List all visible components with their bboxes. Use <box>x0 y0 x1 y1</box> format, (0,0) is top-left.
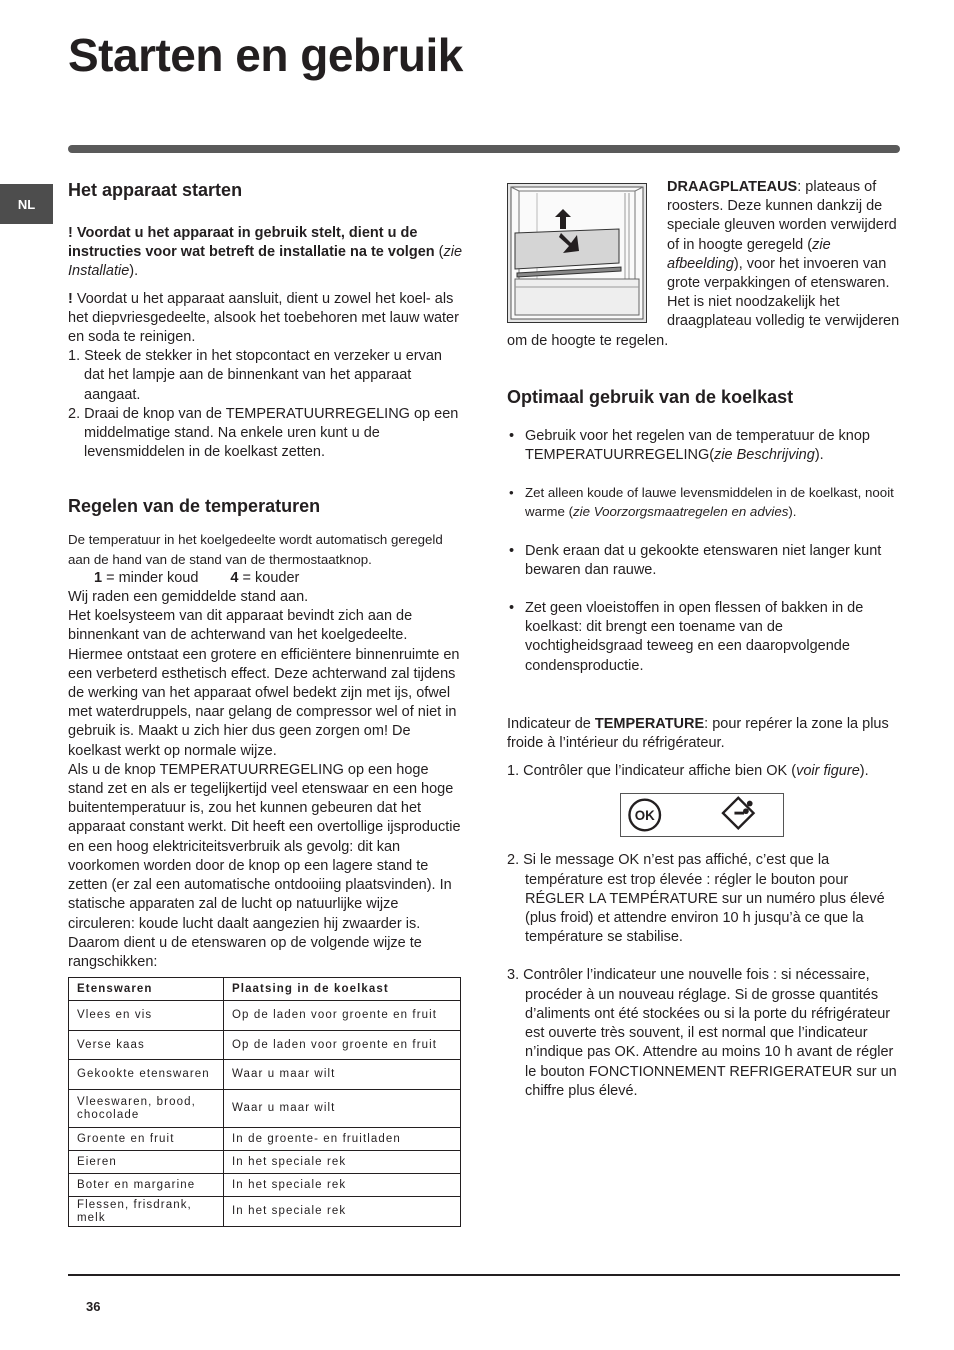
column-header: Etenswaren <box>69 978 224 1001</box>
shelf-illustration <box>507 183 647 323</box>
table-row: Vleeswaren, brood, chocolade Waar u maar wilt <box>69 1090 461 1128</box>
shelves-text: DRAAGPLATEAUS: plateaus of roosters. Deze kunnen dankzij de speciale gleuven worden verwijderd of in hoogte geregeld (zie afbeelding), voor het invoeren van grote verpakkingen of etenswaren. Het is niet noodzakelijk het draagplateau volledig te verwijderen om de hoogte te regelen. <box>507 179 900 349</box>
heading-optimal-use: Optimaal gebruik van de koelkast <box>507 386 794 407</box>
storage-table <box>68 977 461 1227</box>
table-row: Boter en margarine In het speciale rek <box>69 1174 461 1197</box>
table-row: Flessen, frisdrank, melk In het speciale rek <box>69 1197 461 1227</box>
ok-label: OK <box>634 808 655 824</box>
indicator-step-3: 3. Contrôler l’indicateur une nouvelle fois : si nécessaire, procéder à un nouveau réglage. Si de grosse quantités d’aliments ont été stockées ou si la porte du réfrigérateur est ouverte très souvent, il est normal que l’indicateur n’indique pas OK. Attendre au moins 10 h avant de régler le bouton FONCTIONNEMENT REFRIGERATEUR sur un chiffre plus élevé. <box>507 967 897 1099</box>
start-steps <box>68 347 463 462</box>
temp-intro: De temperatuur in het koelgedeelte wordt automatisch geregeld aan de hand van de stand van de thermostaatknop. <box>68 532 443 567</box>
list-item: • Denk eraan dat u gekookte etenswaren niet langer kunt bewaren dan rauwe. <box>507 542 900 580</box>
indicator-step-2: 2. Si le message OK n’est pas affiché, c’est que la température est trop élevée : régler le bouton pour RÉGLER LA TEMPÉRATURE sur un numéro plus élevé (plus froid) et attendre environ 10 h jusqu’à ce que la température se stabilise. <box>507 852 885 946</box>
header-rule <box>68 145 900 153</box>
heading-temperature: Regelen van de temperaturen <box>68 496 321 517</box>
footer-rule <box>68 1274 900 1276</box>
heading-starten: Het apparaat starten <box>68 180 243 200</box>
cooling-body: Het koelsysteem van dit apparaat bevindt zich aan de binnenkant van de achterwand van het koelgedeelte. Hiermee ontstaat een grotere en efficiëntere binnenruimte en een verbeterd esthetisch effect. Deze achterwand zal tijdens de werking van het apparaat ofwel bedekt zijn met ijs, ofwel met waterdruppels, naar gelang de compressor wel of niet in gebruik is. Maakt u zich hier dus geen zorgen om! De koelkast werkt op normale wijze. <box>68 608 460 759</box>
table-row: Vlees en vis Op de laden voor groente en fruit <box>69 1001 461 1031</box>
left-column <box>68 178 463 1227</box>
list-item: 1. Steek de stekker in het stopcontact en verzeker u ervan dat het lampje aan de binnenkant van het apparaat aangaat. <box>68 348 442 403</box>
cleaning-warning: ! Voordat u het apparaat aansluit, dient u zowel het koel- als het diepvriesgedeelte, alsook het toebehoren met lauw water en soda te reinigen. <box>68 290 459 346</box>
table-row: Groente en fruit In de groente- en fruitladen <box>69 1128 461 1151</box>
install-warning: ! Voordat u het apparaat in gebruik stelt, dient u de instructies voor wat betreft de installatie na te volgen (zie Installatie). <box>68 225 463 280</box>
list-item: • Gebruik voor het regelen van de temperatuur de knop TEMPERATUURREGELING(zie Beschrijving). <box>507 427 900 465</box>
usage-tips <box>507 427 900 676</box>
list-item: • Zet alleen koude of lauwe levensmiddelen in de koelkast, nooit warme (zie Voorzorgsmaatregelen en advies). <box>507 483 900 521</box>
column-header: Plaatsing in de koelkast <box>224 978 461 1001</box>
list-item: 2. Draai de knop van de TEMPERATUURREGELING op een middelmatige stand. Na enkele uren kunt u de levensmiddelen in de koelkast zetten. <box>68 405 459 461</box>
advice: Wij raden een gemiddelde stand aan. <box>68 589 309 606</box>
page-number: 36 <box>86 1299 101 1314</box>
table-row: Gekookte etenswaren Waar u maar wilt <box>69 1060 461 1090</box>
right-column <box>507 178 900 1101</box>
table-row: Eieren In het speciale rek <box>69 1151 461 1174</box>
ok-indicator-figure <box>620 793 784 837</box>
list-item: • Zet geen vloeistoffen in open flessen of bakken in de koelkast: dit brengt een toename van de vochtigheidsgraad teweeg en een daaropvolgende condensproductie. <box>507 599 900 676</box>
indicator-step-1: 1. Contrôler que l’indicateur affiche bien OK (voir figure). <box>507 763 869 780</box>
temp-scale: 1 = minder koud 4 = kouder <box>94 569 300 586</box>
table-row: Verse kaas Op de laden voor groente en fruit <box>69 1031 461 1060</box>
page-title: Starten en gebruik <box>68 29 463 81</box>
table-header-row <box>69 978 461 1001</box>
cooling-body-2: Als u de knop TEMPERATUURREGELING op een hoge stand zet en als er tegelijkertijd veel etenswaar en een hoge buitentemperatuur is, zou het kunnen gebeuren dat het apparaat constant werkt. Dit heeft een overtollige ijsproductie en een hoog elektriciteitsverbruik als gevolg: dit kan voorkomen worden door de knop op een lagere stand te zetten (er zal een automatische ontdooiing plaatsvinden). In statische apparaten zal de lucht op natuurlijke wijze circuleren: koude lucht daalt aangezien hij zwaarder is. Daarom dient u de etenswaren op de volgende wijze te rangschikken: <box>68 761 461 970</box>
indicator-text: Indicateur de TEMPERATURE: pour repérer la zone la plus froide à l’intérieur du réfrigérateur. <box>507 715 889 752</box>
language-tab: NL <box>0 184 53 224</box>
